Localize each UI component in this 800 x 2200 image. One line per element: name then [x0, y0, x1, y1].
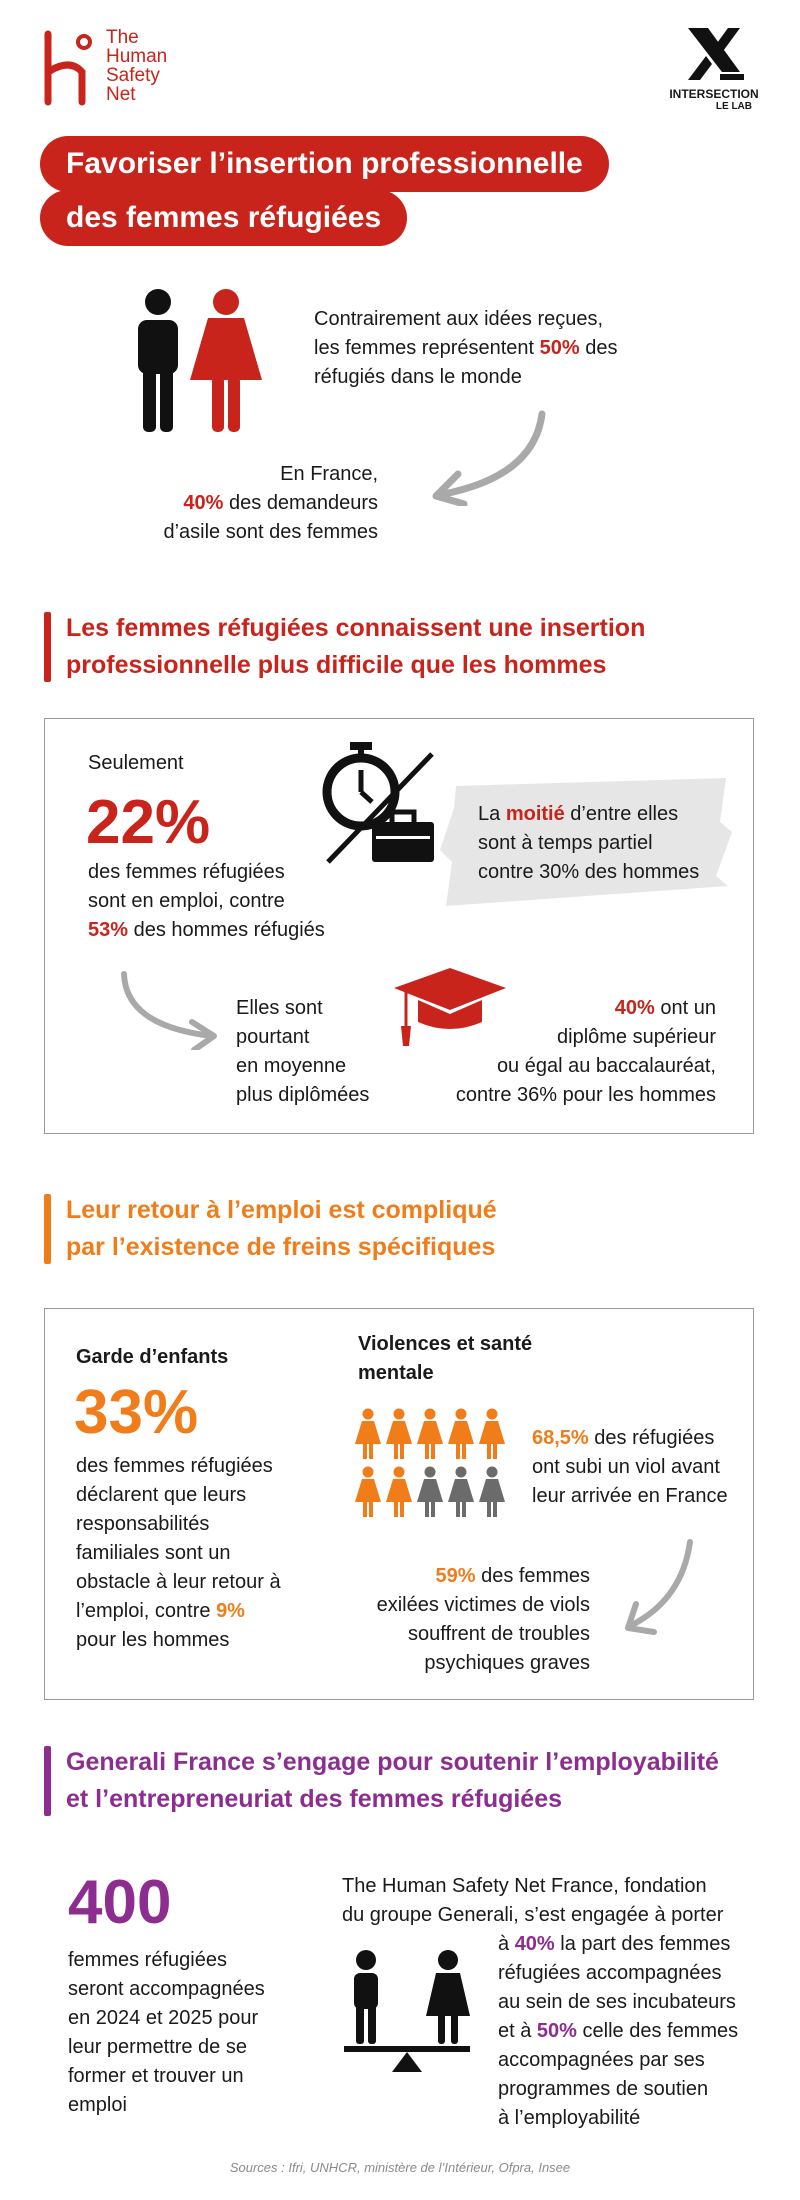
commit-right-line-5: au sein de ses incubateurs	[498, 1991, 736, 2013]
garde-line-2: déclarent que leurs	[76, 1484, 247, 1506]
intro-france-text	[80, 460, 378, 547]
commit-left-line-2: seront accompagnées	[68, 1978, 265, 2000]
commit-right-text-top	[342, 1872, 772, 1930]
garde-line-1: des femmes réfugiées	[76, 1455, 273, 1477]
psy-stat-line-1	[340, 1562, 590, 1591]
psy-stat-line-3: souffrent de troubles	[408, 1623, 590, 1645]
violence-title-2: mentale	[358, 1362, 434, 1384]
violence-title-1: Violences et santé	[358, 1333, 533, 1355]
woman-figure	[479, 1409, 505, 1460]
commit-employ-pct: 50%	[536, 2020, 577, 2042]
commit-right-line-9: à l’employabilité	[498, 2107, 641, 2129]
garde-line-7: pour les hommes	[76, 1629, 230, 1651]
section1-heading	[44, 610, 645, 684]
intersection-logo-main: INTERSECTION	[669, 87, 759, 101]
intro-world-prefix: les femmes représentent	[314, 337, 540, 359]
employment-big-pct: 22%	[86, 788, 211, 857]
intro-france-line-3: d’asile sont des femmes	[163, 521, 378, 543]
woman-figure	[355, 1467, 381, 1518]
commit-employ-suffix: celle des femmes	[576, 2020, 739, 2042]
employment-men-pct: 53%	[88, 919, 129, 941]
commit-right-text-bottom	[498, 1930, 778, 2133]
garde-line-6	[76, 1597, 336, 1626]
title-line-2: des femmes réfugiées	[40, 190, 407, 246]
degree-claim-text	[236, 994, 396, 1110]
violence-stat-text	[532, 1424, 752, 1511]
section1-title-2: professionnelle plus difficile que les hommes	[66, 651, 607, 679]
degree-stat-line-1	[420, 994, 716, 1023]
violence-stat-pct: 68,5%	[532, 1427, 589, 1449]
hsn-logo-text-1: The	[106, 27, 139, 48]
section3-title-2: et l’entrepreneuriat des femmes réfugiées	[66, 1785, 563, 1813]
parttime-prefix: La	[478, 803, 506, 825]
parttime-suffix: d’entre elles	[564, 803, 679, 825]
hsn-logo-text-4: Net	[106, 84, 136, 105]
woman-figure	[448, 1467, 474, 1518]
employment-text	[88, 858, 368, 945]
intersection-logo-sub: LE LAB	[715, 101, 752, 112]
parttime-line-3: contre 30% des hommes	[478, 861, 700, 883]
intro-world-line-2	[314, 334, 734, 363]
parttime-line-2: sont à temps partiel	[478, 832, 653, 854]
psy-stat-text	[340, 1562, 590, 1678]
parttime-line-1	[478, 800, 738, 829]
woman-figure	[417, 1467, 443, 1518]
degree-stat-line-3: ou égal au baccalauréat,	[496, 1055, 716, 1077]
commit-incub-pct: 40%	[514, 1933, 555, 1955]
intro-world-suffix: des	[579, 337, 618, 359]
intersection-logo	[664, 26, 764, 116]
commit-left-line-6: emploi	[68, 2094, 127, 2116]
violence-stat-suffix: des réfugiées	[588, 1427, 715, 1449]
violence-title	[358, 1330, 532, 1388]
parttime-text	[478, 800, 738, 887]
woman-figure	[448, 1409, 474, 1460]
section2-title-1: Leur retour à l’emploi est compliqué	[66, 1196, 497, 1224]
big-400: 400	[68, 1868, 172, 1937]
section3-heading	[44, 1744, 719, 1818]
hsn-logo	[40, 28, 200, 108]
commit-left-line-4: leur permettre de se	[68, 2036, 247, 2058]
garde-line-4: familiales sont un	[76, 1542, 231, 1564]
degree-stat-text	[420, 994, 716, 1110]
employment-line-1: des femmes réfugiées	[88, 861, 285, 883]
psy-stat-line-4: psychiques graves	[424, 1652, 590, 1674]
degree-stat-line-2: diplôme supérieur	[557, 1026, 716, 1048]
hsn-logo-mark-icon	[40, 28, 96, 108]
employment-line-3	[88, 916, 368, 945]
section1-title-1: Les femmes réfugiées connaissent une insertion	[66, 614, 646, 642]
intro-france-line-1: En France,	[280, 463, 378, 485]
intro-world-line-3: réfugiés dans le monde	[314, 366, 522, 388]
seulement-label: Seulement	[88, 752, 184, 774]
garde-big-pct: 33%	[74, 1378, 199, 1447]
intro-world-line-1: Contrairement aux idées reçues,	[314, 308, 604, 330]
section2-title-2: par l’existence de freins spécifiques	[66, 1233, 496, 1261]
garde-line-5: obstacle à leur retour à	[76, 1571, 281, 1593]
degree-claim-line-1: Elles sont	[236, 997, 323, 1019]
woman-figure	[355, 1409, 381, 1460]
garde-line-3: responsabilités	[76, 1513, 210, 1535]
violence-stat-line-1	[532, 1424, 752, 1453]
commit-right-line-8: programmes de soutien	[498, 2078, 709, 2100]
section2-heading	[44, 1192, 497, 1266]
intro-france-suffix: des demandeurs	[223, 492, 378, 514]
psy-stat-suffix: des femmes	[475, 1565, 590, 1587]
commit-incub-suffix: la part des femmes	[554, 1933, 731, 1955]
psy-stat-pct: 59%	[435, 1565, 476, 1587]
degree-stat-suffix: ont un	[654, 997, 716, 1019]
balance-seesaw-icon	[342, 1948, 472, 2072]
commit-employ-prefix: et à	[498, 2020, 537, 2042]
stopwatch-briefcase-icon	[320, 740, 440, 866]
commit-right-line-1: The Human Safety Net France, fondation	[342, 1875, 707, 1897]
commit-right-line-7: accompagnées par ses	[498, 2049, 705, 2071]
commit-right-line-6	[498, 2017, 778, 2046]
woman-figure	[386, 1467, 412, 1518]
degree-claim-line-2: pourtant	[236, 1026, 310, 1048]
commit-right-line-4: réfugiées accompagnées	[498, 1962, 722, 1984]
woman-figure	[479, 1467, 505, 1518]
hsn-logo-text-3: Safety	[106, 65, 160, 86]
commit-left-text	[68, 1946, 308, 2120]
parttime-half: moitié	[505, 803, 565, 825]
curved-arrow-3-icon	[620, 1538, 700, 1638]
woman-figure	[386, 1409, 412, 1460]
man-woman-icon	[128, 284, 268, 434]
commit-right-line-3	[498, 1930, 778, 1959]
intersection-logo-mark-icon	[682, 26, 746, 82]
degree-stat-line-4: contre 36% pour les hommes	[455, 1084, 716, 1106]
employment-line-2: sont en emploi, contre	[88, 890, 285, 912]
degree-claim-line-3: en moyenne	[236, 1055, 347, 1077]
curved-arrow-icon	[424, 406, 554, 506]
section3-title-1: Generali France s’engage pour soutenir l’employabilité	[66, 1748, 719, 1776]
woman-figure	[417, 1409, 443, 1460]
hsn-logo-text-2: Human	[106, 46, 168, 67]
garde-title: Garde d’enfants	[76, 1346, 229, 1368]
violence-stat-line-3: leur arrivée en France	[532, 1485, 728, 1507]
employment-men-suffix: des hommes réfugiés	[128, 919, 325, 941]
psy-stat-line-2: exilées victimes de viols	[376, 1594, 590, 1616]
intro-france-line-2	[80, 489, 378, 518]
garde-men-prefix: l’emploi, contre	[76, 1600, 217, 1622]
commit-left-line-3: en 2024 et 2025 pour	[68, 2007, 259, 2029]
intro-france-pct: 40%	[183, 492, 224, 514]
intro-world-text	[314, 305, 734, 392]
degree-claim-line-4: plus diplômées	[236, 1084, 370, 1106]
sources-footer: Sources : Ifri, UNHCR, ministère de l’Intérieur, Ofpra, Insee	[229, 2160, 571, 2175]
garde-text	[76, 1452, 336, 1655]
intro-world-pct: 50%	[539, 337, 580, 359]
commit-right-line-2: du groupe Generali, s’est engagée à porter	[342, 1904, 724, 1926]
commit-left-line-1: femmes réfugiées	[68, 1949, 227, 1971]
commit-incub-prefix: à	[498, 1933, 515, 1955]
title-line-1: Favoriser l’insertion professionnelle	[40, 136, 609, 192]
curved-arrow-2-icon	[116, 970, 226, 1050]
garde-men-pct: 9%	[216, 1600, 245, 1622]
violence-stat-line-2: ont subi un viol avant	[532, 1456, 720, 1478]
commit-left-line-5: former et trouver un	[68, 2065, 244, 2087]
women-grid-icon	[354, 1408, 514, 1520]
degree-stat-pct: 40%	[614, 997, 655, 1019]
